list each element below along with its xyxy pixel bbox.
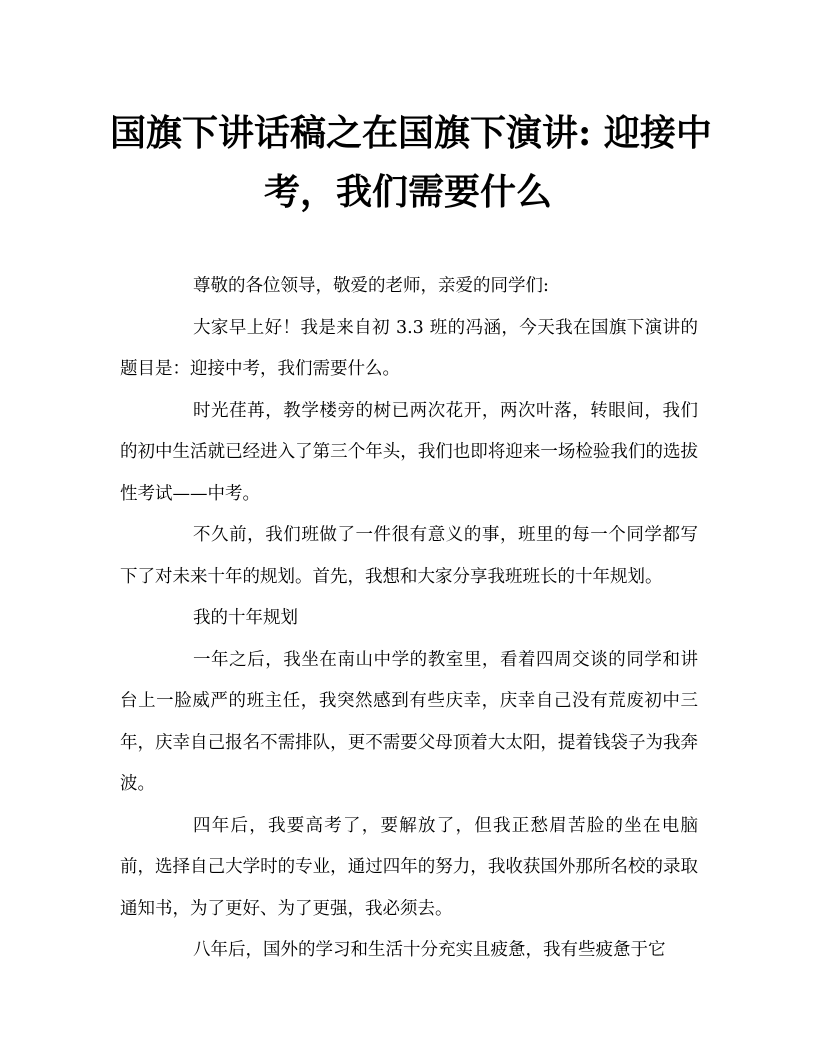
paragraph-four-years-later: 四年后，我要高考了，要解放了，但我正愁眉苦脸的坐在电脑前，选择自己大学时的专业，通过四年的努力，我收获国外那所名校的录取通知书，为了更好、为了更强，我必须去。 (120, 815, 698, 919)
paragraph-introduction: 大家早上好！我是来自初 3.3 班的冯涵，今天我在国旗下演讲的题目是：迎接中考，我们需要什么。 (120, 317, 698, 379)
paragraph-eight-years-later: 八年后，国外的学习和生活十分充实且疲惫，我有些疲惫于它 (193, 940, 666, 960)
document-title-line-2: 考，我们需要什么 (263, 171, 552, 213)
paragraph-class-plan: 不久前，我们班做了一件很有意义的事，班里的每一个同学都写下了对未来十年的规划。首先，我想和大家分享我班班长的十年规划。 (120, 525, 698, 587)
paragraph-time-passing: 时光荏苒，教学楼旁的树已两次花开，两次叶落，转眼间，我们的初中生活就已经进入了第三个年头，我们也即将迎来一场检验我们的选拔性考试——中考。 (120, 400, 698, 504)
paragraph-one-year-later: 一年之后，我坐在南山中学的教室里，看着四周交谈的同学和讲台上一脸威严的班主任，我突然感到有些庆幸，庆幸自己没有荒废初中三年，庆幸自己报名不需排队，更不需要父母顶着大太阳，提着钱袋子为我奔波。 (120, 649, 698, 794)
document-title-line-1: 国旗下讲话稿之在国旗下演讲: 迎接中 (110, 112, 712, 154)
paragraph-plan-heading: 我的十年规划 (193, 608, 298, 628)
paragraph-greeting: 尊敬的各位领导，敬爱的老师，亲爱的同学们: (193, 276, 549, 296)
document-body (120, 266, 698, 972)
